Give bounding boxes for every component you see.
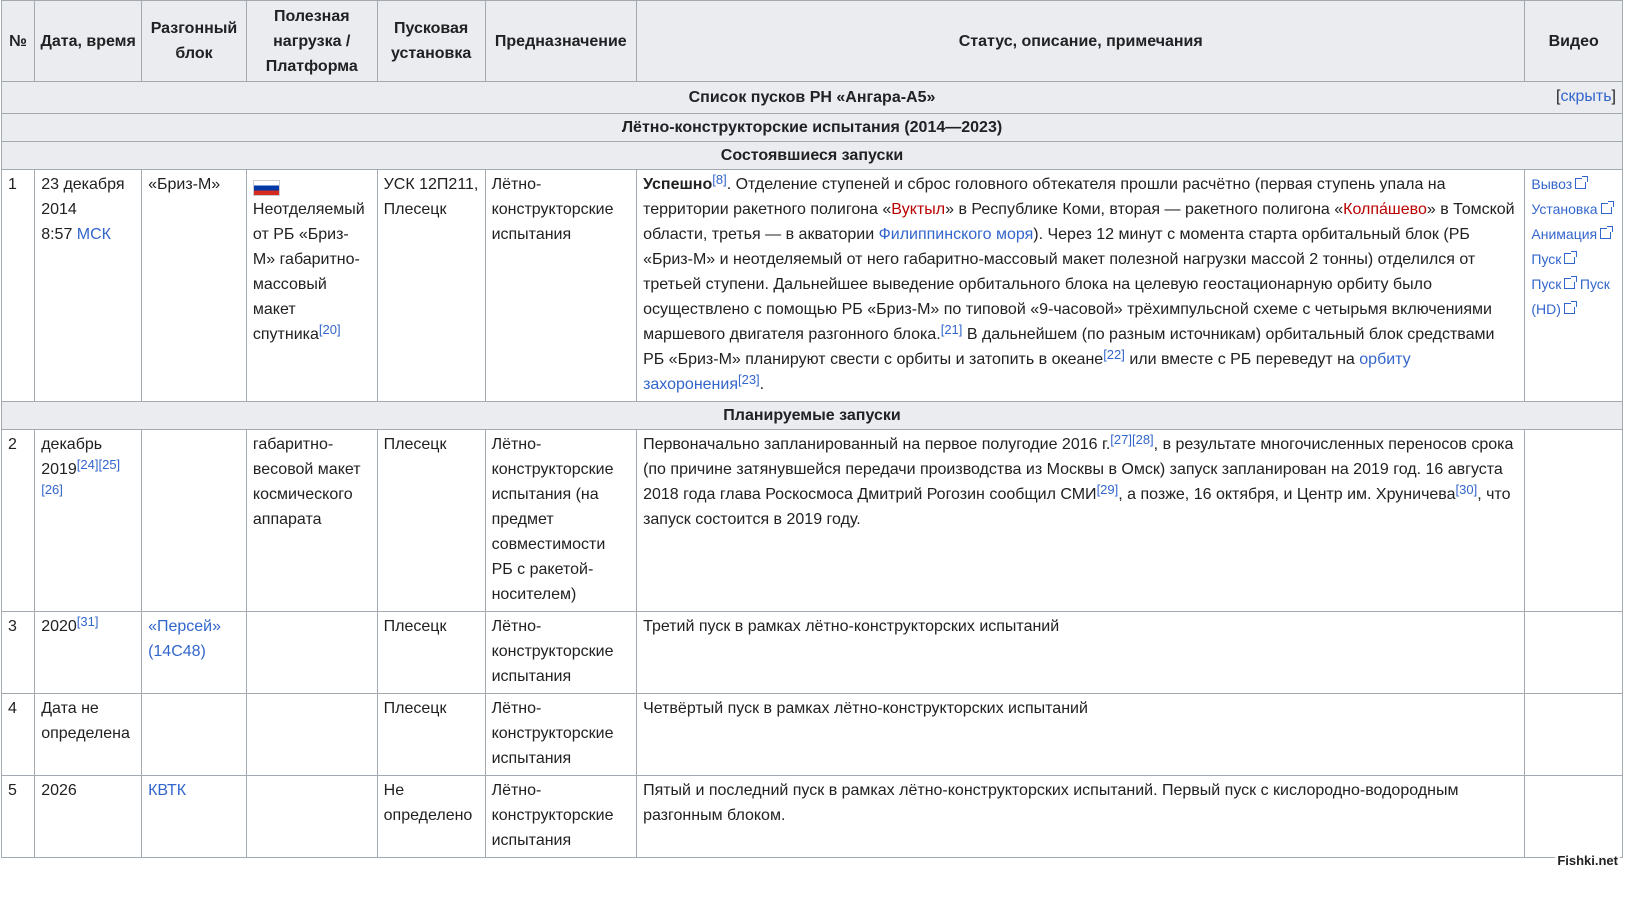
row-video: [1525, 170, 1623, 402]
video-link-rollout[interactable]: Вывоз: [1531, 176, 1586, 192]
group-title: Лётно-конструкторские испытания (2014—2023): [2, 114, 1623, 142]
external-link-icon: [1600, 228, 1611, 239]
table-caption: [2, 82, 1623, 114]
row-date: 2026: [35, 776, 142, 858]
row-pad: Плесецк: [377, 694, 485, 776]
philippine-sea-link[interactable]: Филиппинского моря: [878, 226, 1034, 243]
video-link-launch-hd[interactable]: Пуск (HD): [1531, 276, 1610, 317]
col-header-payload: Полезная нагрузка / Платформа: [246, 1, 377, 82]
row-status: Третий пуск в рамках лётно-конструкторских испытаний: [637, 612, 1525, 694]
external-link-icon: [1575, 178, 1586, 189]
video-link-install[interactable]: Установка: [1531, 201, 1611, 217]
kvtk-link[interactable]: КВТК: [148, 782, 187, 799]
row-stage: [142, 430, 247, 612]
ref-link[interactable]: [30]: [1455, 482, 1478, 497]
tz-link[interactable]: МСК: [76, 226, 111, 243]
row-num: 2: [2, 430, 35, 612]
launch-table: [1, 0, 1623, 858]
kolpashevo-link[interactable]: Колпа́шево: [1343, 201, 1427, 218]
row-status: Четвёртый пуск в рамках лётно-конструкторских испытаний: [637, 694, 1525, 776]
row-pad: Плесецк: [377, 612, 485, 694]
row-purpose: Лётно-конструкторские испытания (на предмет совместимости РБ с ракетой-носителем): [485, 430, 637, 612]
external-link-icon: [1601, 203, 1612, 214]
row-stage: [142, 612, 247, 694]
row-purpose: Лётно-конструкторские испытания: [485, 170, 637, 402]
row-stage: [142, 776, 247, 858]
col-header-stage: Разгонный блок: [142, 1, 247, 82]
table-row: [2, 612, 1623, 694]
col-header-status: Статус, описание, примечания: [637, 1, 1525, 82]
external-link-icon: [1564, 253, 1575, 264]
hide-link[interactable]: скрыть: [1560, 88, 1612, 105]
row-num: 5: [2, 776, 35, 858]
ref-link[interactable]: [21]: [940, 322, 963, 337]
row-num: 3: [2, 612, 35, 694]
row-num: 1: [2, 170, 35, 402]
ref-link[interactable]: [23]: [737, 372, 760, 387]
ref-link[interactable]: [26]: [41, 482, 63, 497]
row-payload: Неотделяемый от РБ «Бриз-М» габаритно-массовый макет спутника[20]: [246, 170, 377, 402]
section-planned: Планируемые запуски: [2, 402, 1623, 430]
row-stage: [142, 694, 247, 776]
row-date: декабрь 2019[24][25][26]: [35, 430, 142, 612]
header-row: [2, 1, 1623, 82]
table-row: [2, 430, 1623, 612]
ref-link[interactable]: [24]: [76, 457, 99, 472]
ref-link[interactable]: [20]: [318, 322, 341, 337]
row-video: [1525, 612, 1623, 694]
ref-link[interactable]: [25]: [98, 457, 121, 472]
row-num: 4: [2, 694, 35, 776]
ref-link[interactable]: [28]: [1131, 432, 1154, 447]
table-title: Список пусков РН «Ангара-А5»: [688, 89, 936, 106]
section-row-done: [2, 142, 1623, 170]
row-payload: [246, 612, 377, 694]
ref-link[interactable]: [8]: [712, 172, 727, 187]
row-stage: «Бриз-М»: [142, 170, 247, 402]
video-link-launch-2[interactable]: Пуск: [1531, 276, 1575, 292]
external-link-icon: [1564, 303, 1575, 314]
vuktyl-link[interactable]: Вуктыл: [891, 201, 946, 218]
table-row: [2, 170, 1623, 402]
table-row: [2, 776, 1623, 858]
row-purpose: Лётно-конструкторские испытания: [485, 776, 637, 858]
row-pad: Плесецк: [377, 430, 485, 612]
row-pad: УСК 12П211, Плесецк: [377, 170, 485, 402]
row-pad: Не определено: [377, 776, 485, 858]
row-date: Дата не определена: [35, 694, 142, 776]
row-video: [1525, 776, 1623, 858]
row-payload: [246, 694, 377, 776]
col-header-pad: Пусковая установка: [377, 1, 485, 82]
external-link-icon: [1564, 278, 1575, 289]
ref-link[interactable]: [31]: [76, 614, 99, 629]
row-status: Пятый и последний пуск в рамках лётно-конструкторских испытаний. Первый пуск с кислородно-водородным разгонным блоком.: [637, 776, 1525, 858]
col-header-video: Видео: [1525, 1, 1623, 82]
video-link-animation[interactable]: Анимация: [1531, 226, 1611, 242]
status-success: Успешно: [643, 176, 713, 193]
col-header-purpose: Предназначение: [485, 1, 637, 82]
row-video: [1525, 694, 1623, 776]
col-header-date: Дата, время: [35, 1, 142, 82]
watermark: Fishki.net: [1557, 853, 1618, 868]
collapse-toggle: [скрыть]: [1556, 88, 1616, 105]
row-purpose: Лётно-конструкторские испытания: [485, 694, 637, 776]
russia-flag-icon: [253, 180, 280, 196]
ref-link[interactable]: [29]: [1096, 482, 1119, 497]
disposal-orbit-link[interactable]: орбиту захоронения: [643, 351, 1411, 393]
video-link-launch[interactable]: Пуск: [1531, 251, 1575, 267]
ref-link[interactable]: [27]: [1110, 432, 1132, 447]
section-row-planned: [2, 402, 1623, 430]
group-row: [2, 114, 1623, 142]
row-date: 23 декабря 2014 8:57 МСК: [35, 170, 142, 402]
row-status: Успешно[8]. Отделение ступеней и сброс головного обтекателя прошли расчётно (первая ступень упала на территории ракетного полигона «Вуктыл» в Республике Коми, вторая — ракетного полигона «Колпа́шево» в Томской области, третья — в акватории Филиппинского моря). Через 12 минут с момента старта орбитальный блок (РБ «Бриз-М» и неотделяемый от него габаритно-массовый макет полезной нагрузки массой 2 тонны) отделился от третьей ступени. Дальнейшее выведение орбитального блока на целевую геостационарную орбиту было осуществлено с помощью РБ «Бриз-М» по типовой «9-часовой» трёхимпульсной схеме с четырьмя включениями маршевого двигателя разгонного блока.[21] В дальнейшем (по разным источникам) орбитальный блок средствами РБ «Бриз-М» планируют свести с орбиты и затопить в океане[22] или вместе с РБ переведут на орбиту захоронения[23].: [637, 170, 1525, 402]
row-payload: габаритно-весовой макет космического аппарата: [246, 430, 377, 612]
persei-link[interactable]: «Персей» (14С48): [148, 618, 222, 660]
table-row: [2, 694, 1623, 776]
row-date: 2020[31]: [35, 612, 142, 694]
section-done: Состоявшиеся запуски: [2, 142, 1623, 170]
row-video: [1525, 430, 1623, 612]
row-payload: [246, 776, 377, 858]
row-status: Первоначально запланированный на первое полугодие 2016 г.[27][28], в результате многочисленных переносов срока (по причине затянувшейся передачи производства из Москвы в Омск) запуск запланирован на 2019 год. 16 августа 2018 года глава Роскосмоса Дмитрий Рогозин сообщил СМИ[29], а позже, 16 октября, и Центр им. Хруничева[30], что запуск состоится в 2019 году.: [637, 430, 1525, 612]
col-header-num: №: [2, 1, 35, 82]
ref-link[interactable]: [22]: [1103, 347, 1125, 362]
row-purpose: Лётно-конструкторские испытания: [485, 612, 637, 694]
